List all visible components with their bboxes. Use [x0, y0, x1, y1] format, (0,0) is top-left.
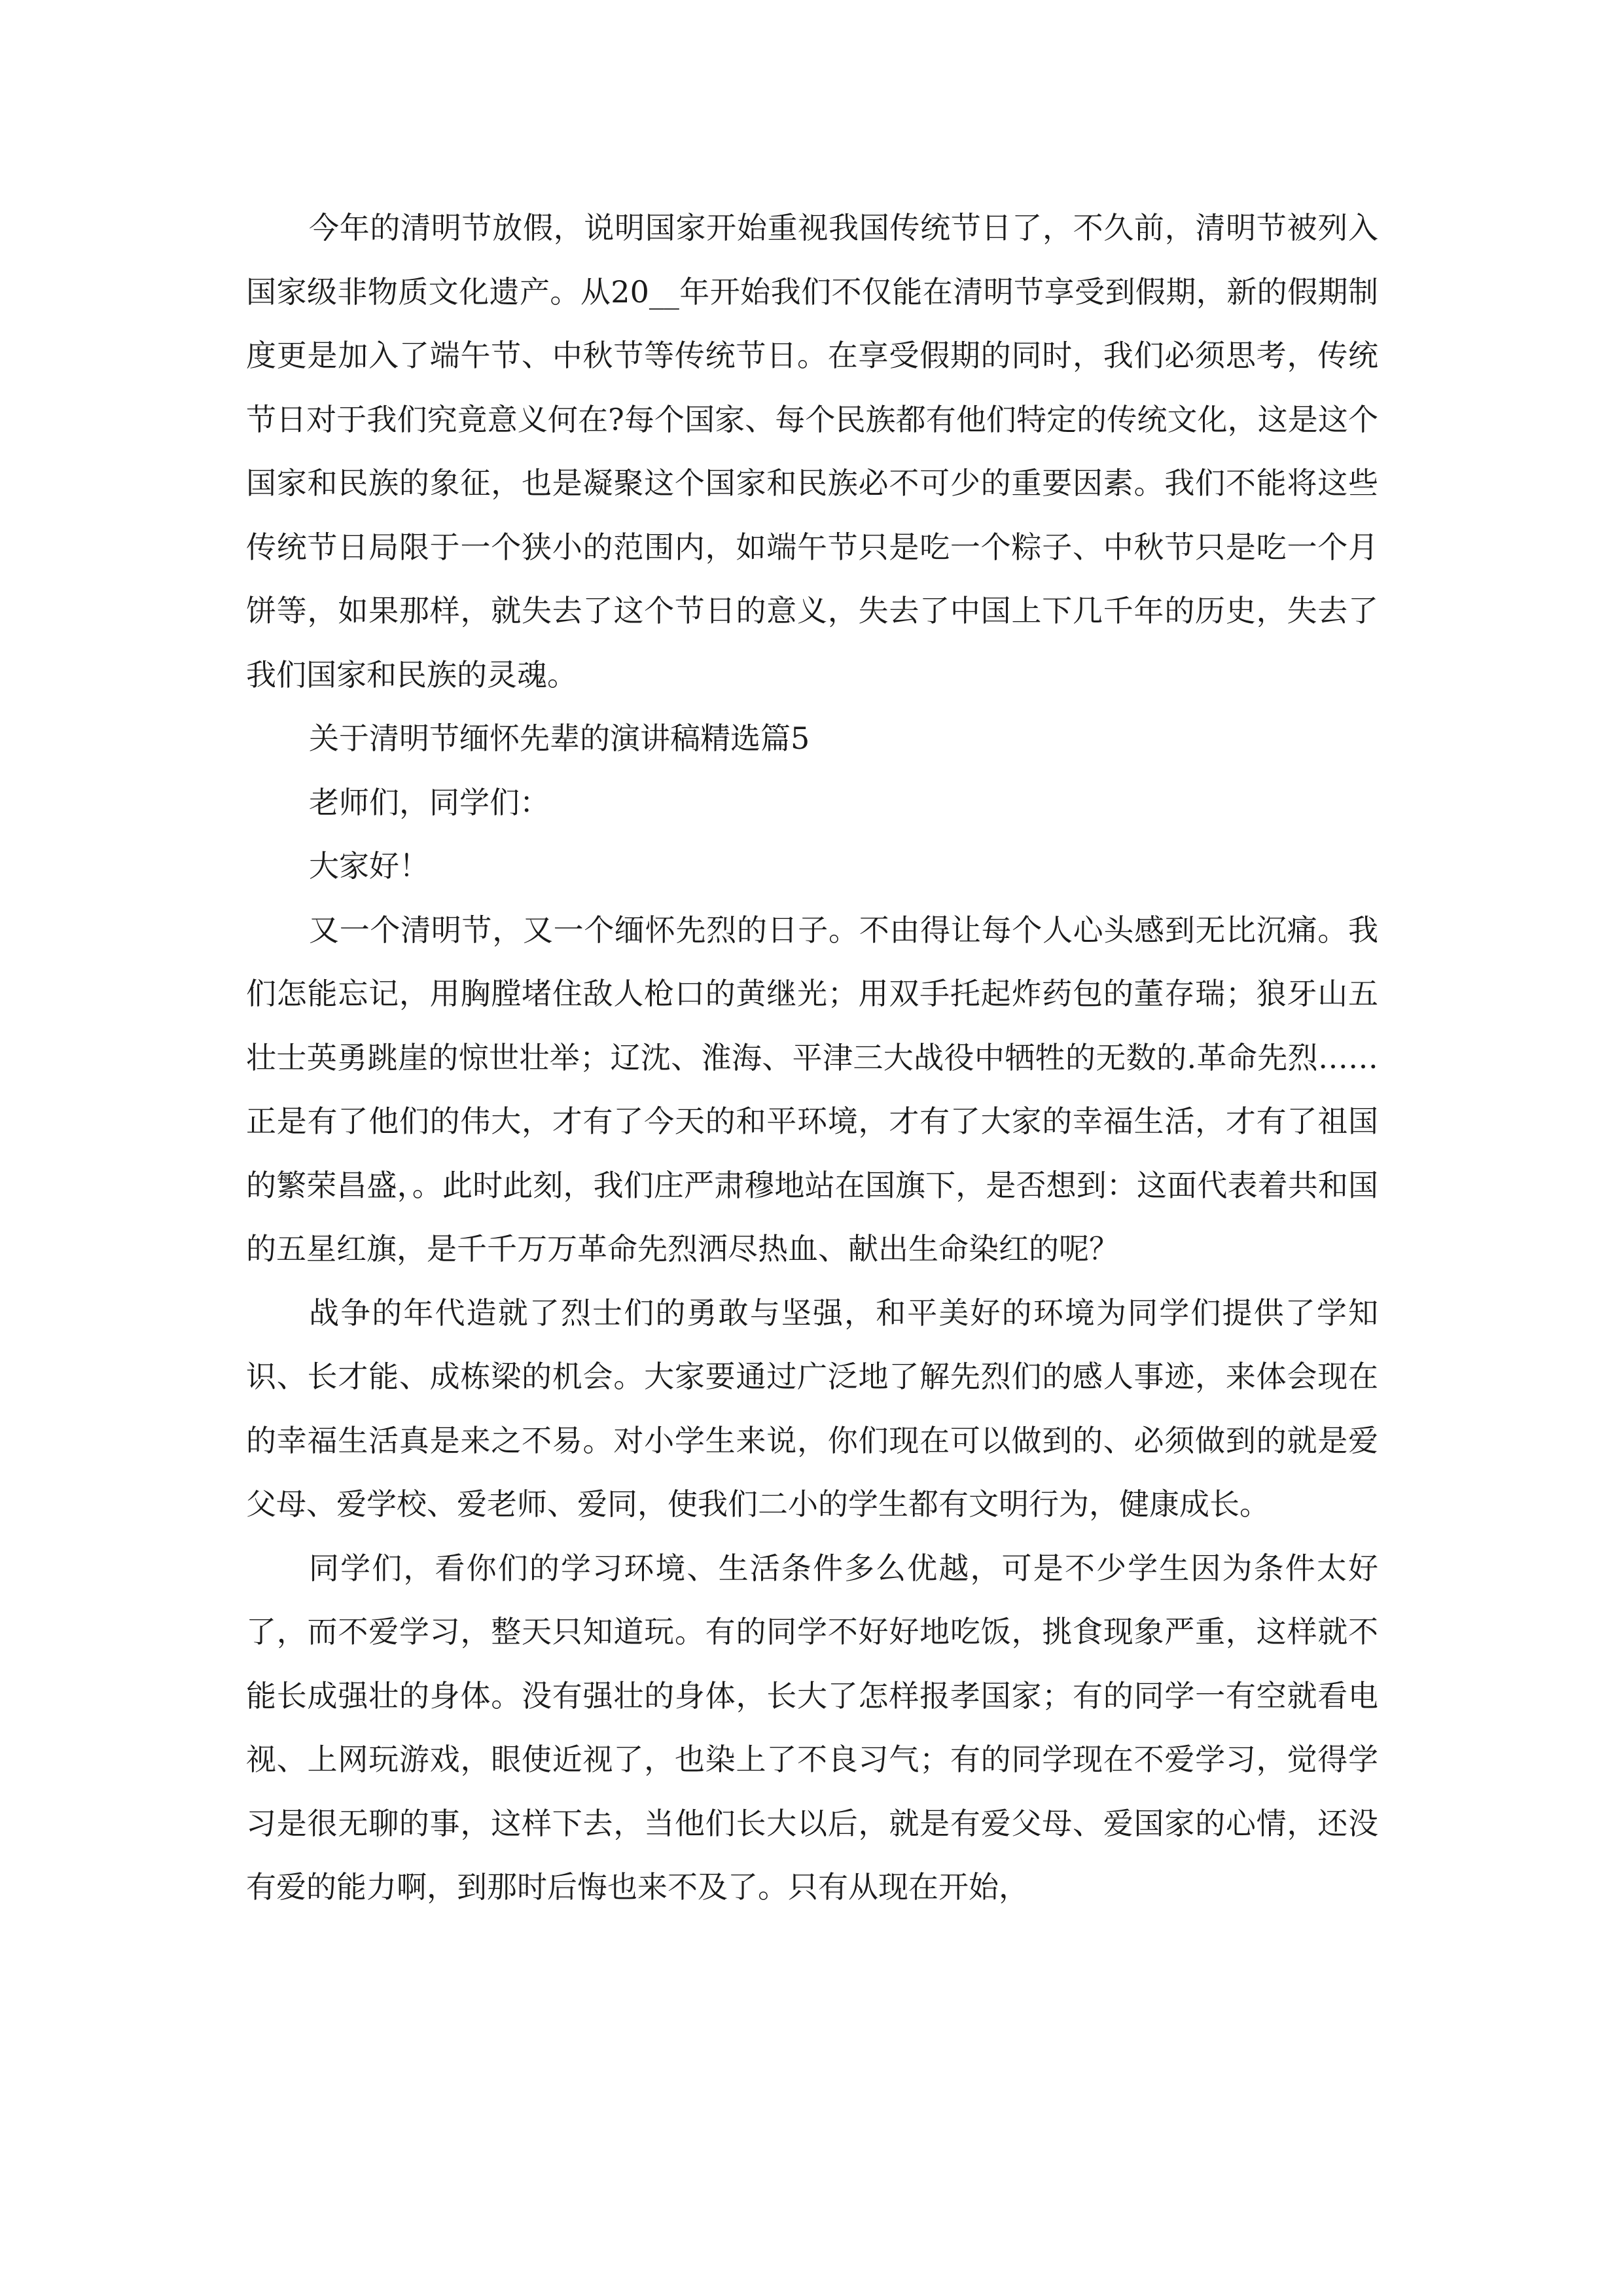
paragraph-students: 同学们，看你们的学习环境、生活条件多么优越，可是不少学生因为条件太好了，而不爱学习，整天只知道玩。有的同学不好好地吃饭，挑食现象严重，这样就不能长成强壮的身体。没有强壮的身体，长大了怎样报孝国家；有的同学一有空就看电视、上网玩游戏，眼使近视了，也染上了不良习气；有的同学现在不爱学习，觉得学习是很无聊的事，这样下去，当他们长大以后，就是有爱父母、爱国家的心情，还没有爱的能力啊，到那时后悔也来不及了。只有从现在开始，	[246, 1550, 1378, 1905]
section-heading: 关于清明节缅怀先辈的演讲稿精选篇5	[309, 721, 810, 756]
document-body	[246, 196, 1378, 1920]
paragraph-peace-environment: 战争的年代造就了烈士们的勇敢与坚强，和平美好的环境为同学们提供了学知识、长才能、成栋梁的机会。大家要通过广泛地了解先烈们的感人事迹，来体会现在的幸福生活真是来之不易。对小学生来说，你们现在可以做到的、必须做到的就是爱父母、爱学校、爱老师、爱同，使我们二小的学生都有文明行为，健康成长。	[246, 1295, 1378, 1522]
paragraph-festival-holiday: 今年的清明节放假，说明国家开始重视我国传统节日了，不久前，清明节被列入国家级非物质文化遗产。从20__年开始我们不仅能在清明节享受到假期，新的假期制度更是加入了端午节、中秋节等传统节日。在享受假期的同时，我们必须思考，传统节日对于我们究竟意义何在?每个国家、每个民族都有他们特定的传统文化，这是这个国家和民族的象征，也是凝聚这个国家和民族必不可少的重要因素。我们不能将这些传统节日局限于一个狭小的范围内，如端午节只是吃一个粽子、中秋节只是吃一个月饼等，如果那样，就失去了这个节日的意义，失去了中国上下几千年的历史，失去了我们国家和民族的灵魂。	[246, 210, 1378, 692]
salutation: 老师们，同学们：	[309, 784, 550, 820]
greeting: 大家好！	[309, 848, 429, 884]
paragraph-martyrs: 又一个清明节，又一个缅怀先烈的日子。不由得让每个人心头感到无比沉痛。我们怎能忘记，用胸膛堵住敌人枪口的黄继光；用双手托起炸药包的董存瑞；狼牙山五壮士英勇跳崖的惊世壮举；辽沈、淮海、平津三大战役中牺牲的无数的.革命先烈……正是有了他们的伟大，才有了今天的和平环境，才有了大家的幸福生活，才有了祖国的繁荣昌盛，。此时此刻，我们庄严肃穆地站在国旗下，是否想到：这面代表着共和国的五星红旗，是千千万万革命先烈洒尽热血、献出生命染红的呢？	[246, 912, 1378, 1266]
